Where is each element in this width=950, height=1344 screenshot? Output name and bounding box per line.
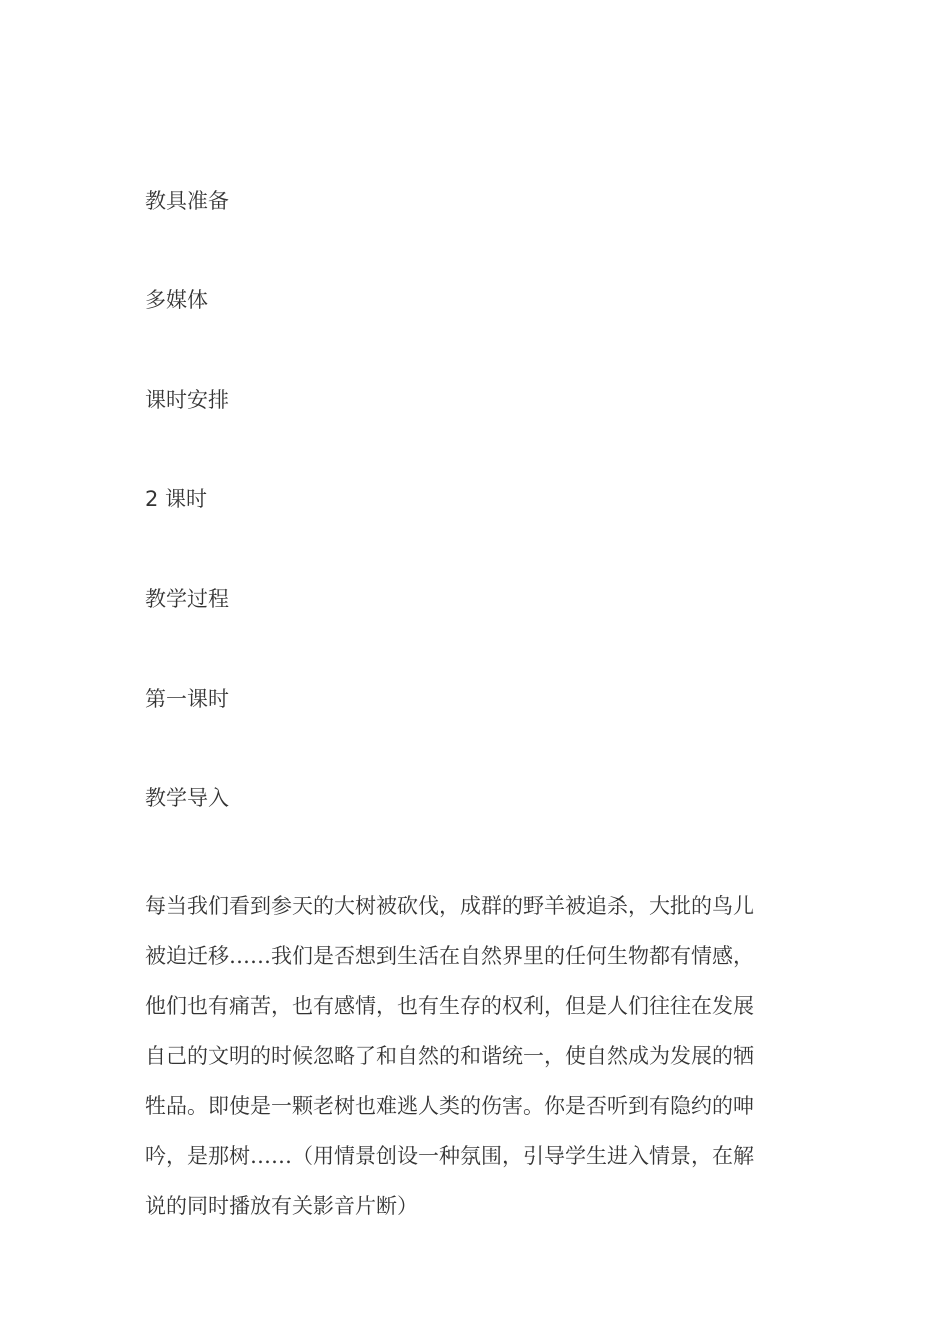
paragraph-line: 每当我们看到参天的大树被砍伐，成群的野羊被追杀，大批的鸟儿 (145, 894, 754, 918)
text-lesson-count: 2 课时 (145, 487, 208, 511)
paragraph-line: 他们也有痛苦，也有感情，也有生存的权利，但是人们往往在发展 (145, 994, 754, 1018)
heading-teaching-aids: 教具准备 (145, 189, 229, 213)
paragraph-line: 说的同时播放有关影音片断） (145, 1194, 418, 1218)
paragraph-line: 吟，是那树……（用情景创设一种氛围，引导学生进入情景，在解 (145, 1144, 754, 1168)
heading-introduction: 教学导入 (145, 786, 229, 810)
paragraph-line: 被迫迁移……我们是否想到生活在自然界里的任何生物都有情感， (145, 944, 754, 968)
heading-teaching-process: 教学过程 (145, 587, 229, 611)
heading-lesson-schedule: 课时安排 (145, 388, 229, 412)
paragraph-line: 牲品。即使是一颗老树也难逃人类的伤害。你是否听到有隐约的呻 (145, 1094, 754, 1118)
introduction-paragraph (145, 881, 815, 1231)
heading-first-lesson: 第一课时 (145, 687, 229, 711)
text-multimedia: 多媒体 (145, 288, 208, 312)
paragraph-line: 自己的文明的时候忽略了和自然的和谐统一，使自然成为发展的牺 (145, 1044, 754, 1068)
